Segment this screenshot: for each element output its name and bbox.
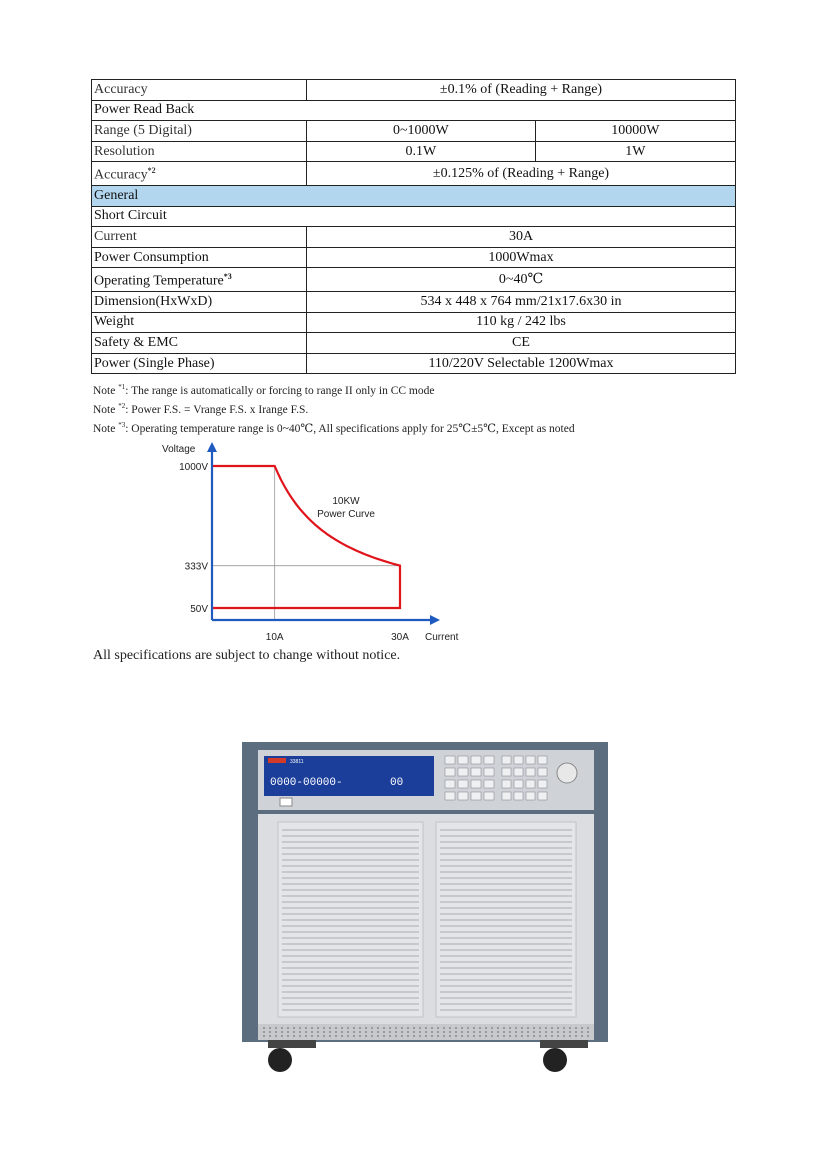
spec-cell: Dimension(HxWxD) — [92, 292, 307, 313]
spec-cell: 110/220V Selectable 1200Wmax — [307, 353, 736, 374]
spec-cell: 0~40℃ — [307, 268, 736, 292]
spec-cell: 1W — [535, 141, 735, 162]
svg-text:0000-00000-: 0000-00000- — [270, 777, 343, 789]
chart-title: 10KW — [332, 496, 360, 507]
spec-row — [92, 268, 736, 292]
x-tick-label: 30A — [391, 632, 409, 643]
spec-row — [92, 247, 736, 268]
spec-row — [92, 353, 736, 374]
y-axis-arrow — [207, 442, 217, 452]
spec-row — [92, 227, 736, 248]
note-3: Note $^{*3}$: Operating temperature range is 0~40℃, All specifications apply for 25℃±5℃, Except as noted — [93, 421, 575, 435]
x-tick-label: 10A — [265, 632, 284, 643]
notes — [93, 378, 575, 435]
y-tick-label: 50V — [190, 604, 208, 615]
spec-cell: Operating Temperature$^{*3}$ — [92, 268, 307, 292]
spec-row — [92, 292, 736, 313]
spec-row — [92, 80, 736, 101]
spec-cell: Current — [92, 227, 307, 248]
svg-text:00: 00 — [390, 777, 404, 789]
spec-cell: 0~1000W — [307, 121, 536, 142]
spec-cell: ±0.125% of (Reading + Range) — [307, 162, 736, 186]
spec-row — [92, 121, 736, 142]
x-axis-label: Current — [425, 632, 459, 643]
disclaimer: All specifications are subject to change without notice. — [93, 648, 401, 663]
spec-cell: 0.1W — [307, 141, 536, 162]
caster-right — [543, 1048, 567, 1072]
rotary-knob — [557, 763, 577, 783]
spec-cell: Weight — [92, 312, 307, 333]
spec-cell: Accuracy$^{*2}$ — [92, 162, 307, 186]
power-curve-chart — [150, 440, 480, 650]
note-2: Note $^{*2}$: Power F.S. = Vrange F.S. x Irange F.S. — [93, 402, 309, 416]
spec-row — [92, 100, 736, 121]
spec-cell: Accuracy — [92, 80, 307, 101]
spec-cell: Safety & EMC — [92, 333, 307, 354]
spec-cell: 1000Wmax — [307, 247, 736, 268]
spec-cell: Power (Single Phase) — [92, 353, 307, 374]
y-tick-label: 333V — [184, 561, 208, 573]
spec-cell: 534 x 448 x 764 mm/21x17.6x30 in — [307, 292, 736, 313]
spec-cell: Power Read Back — [92, 100, 736, 121]
y-axis-label: Voltage — [162, 444, 196, 455]
spec-row — [92, 162, 736, 186]
chart-title: Power Curve — [317, 509, 375, 520]
spec-cell: 30A — [307, 227, 736, 248]
spec-cell: Power Consumption — [92, 247, 307, 268]
spec-table — [91, 79, 736, 374]
caster-left — [268, 1048, 292, 1072]
power-curve-line — [212, 466, 400, 608]
spec-cell: Resolution — [92, 141, 307, 162]
spec-row — [92, 333, 736, 354]
note-1: Note $^{*1}$: The range is automatically or forcing to range II only in CC mode — [93, 383, 435, 397]
svg-text:33811: 33811 — [290, 759, 304, 765]
spec-cell: 110 kg / 242 lbs — [307, 312, 736, 333]
spec-cell: General — [92, 186, 736, 207]
spec-cell: ±0.1% of (Reading + Range) — [307, 80, 736, 101]
x-axis-arrow — [430, 615, 440, 625]
spec-cell: Range (5 Digital) — [92, 121, 307, 142]
spec-cell: Short Circuit — [92, 206, 736, 227]
spec-row — [92, 312, 736, 333]
spec-cell: 10000W — [535, 121, 735, 142]
spec-row — [92, 206, 736, 227]
product-photo — [240, 740, 610, 1085]
spec-cell: CE — [307, 333, 736, 354]
spec-row — [92, 141, 736, 162]
spec-row — [92, 186, 736, 207]
y-tick-label: 1000V — [179, 462, 208, 473]
